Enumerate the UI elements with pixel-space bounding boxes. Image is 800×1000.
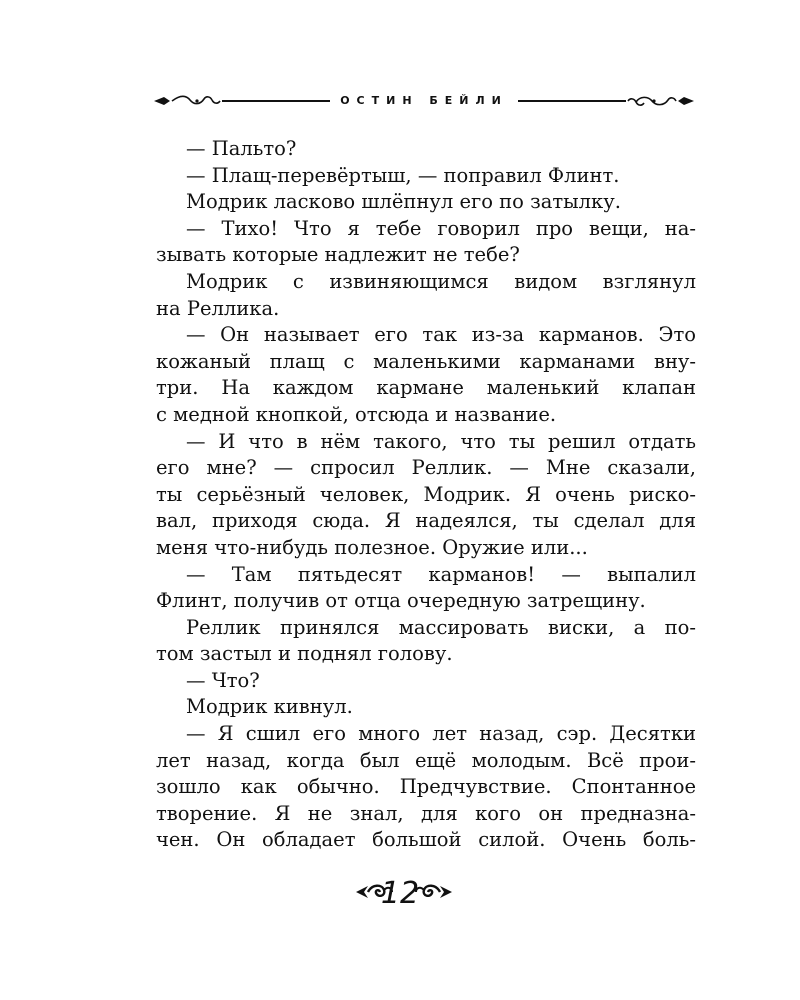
text-line: лет назад, когда был ещё молодым. Всё прои-	[156, 748, 696, 772]
text-line: том застыл и поднял голову.	[156, 642, 453, 666]
text-line: кожаный плащ с маленькими карманами вну-	[156, 349, 696, 373]
text-line: — Я сшил его много лет назад, сэр. Десятки	[186, 722, 696, 746]
text-line: его мне? — спросил Реллик. — Мне сказали,	[156, 456, 696, 480]
text-line: — Плащ-перевёртыш, — поправил Флинт.	[186, 163, 620, 187]
text-line: вал, приходя сюда. Я надеялся, ты сделал для	[156, 509, 696, 533]
text-line: зывать которые надлежит не тебе?	[156, 243, 520, 267]
text-line: ты серьёзный человек, Модрик. Я очень риско-	[156, 482, 696, 506]
text-line: три. На каждом кармане маленький клапан	[156, 376, 696, 400]
text-line: чен. Он обладает большой силой. Очень боль-	[156, 828, 696, 852]
text-line: Модрик с извиняющимся видом взглянул	[186, 269, 696, 293]
text-line: зошло как обычно. Предчувствие. Спонтанное	[156, 775, 696, 799]
text-line: — Что?	[186, 668, 260, 692]
text-line: — Пальто?	[186, 137, 297, 160]
flourish-rule-right-icon	[518, 94, 696, 108]
text-line: с медной кнопкой, отсюда и название.	[156, 402, 557, 426]
swirl-right-icon	[414, 880, 454, 904]
text-line: Флинт, получив от отца очередную затрещину.	[156, 589, 646, 613]
page-number: 12	[380, 876, 420, 911]
text-line: на Реллика.	[156, 296, 280, 320]
text-line: — Он называет его так из-за карманов. Это	[186, 323, 696, 347]
text-line: меня что-нибудь полезное. Оружие или...	[156, 535, 588, 559]
text-line: Реллик принялся массировать виски, а по-	[186, 615, 696, 639]
text-line: творение. Я не знал, для кого он предназна-	[156, 801, 696, 825]
text-line: Модрик кивнул.	[186, 695, 353, 719]
running-header	[152, 88, 696, 116]
text-line: — И что в нём такого, что ты решил отдать	[186, 429, 696, 453]
page-footer	[300, 872, 500, 916]
text-line: — Тихо! Что я тебе говорил про вещи, на-	[186, 216, 696, 240]
body-text	[156, 136, 696, 854]
running-title: ОСТИН БЕЙЛИ	[340, 94, 508, 107]
text-line: — Там пятьдесят карманов! — выпалил	[186, 562, 696, 586]
text-line: Модрик ласково шлёпнул его по затылку.	[186, 190, 621, 214]
